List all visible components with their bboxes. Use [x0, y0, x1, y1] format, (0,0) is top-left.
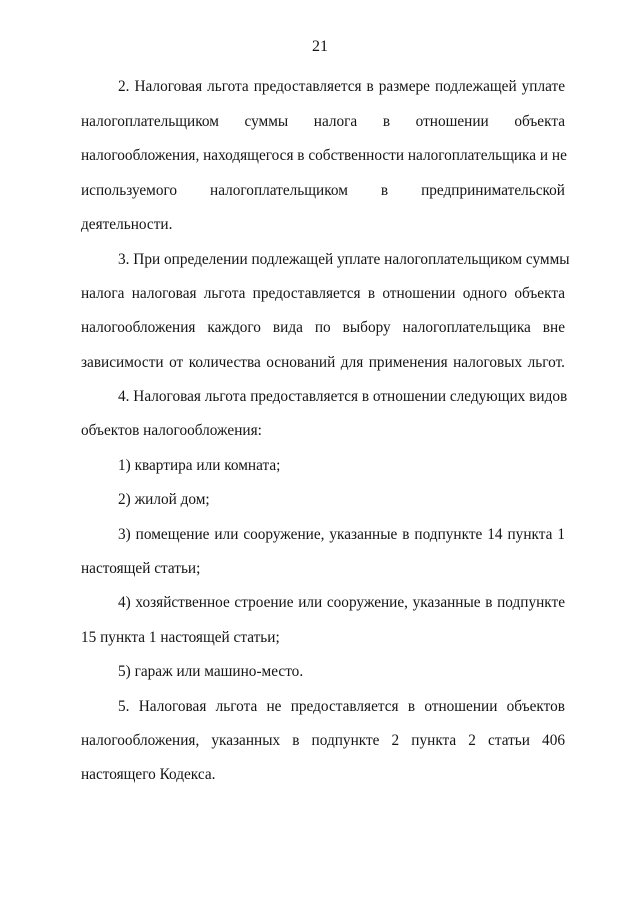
- list-item-4-line-2: 15 пункта 1 настоящей статьи;: [81, 629, 280, 646]
- paragraph-4-line-2: объектов налогообложения:: [81, 422, 262, 439]
- list-item-3-line-2: настоящей статьи;: [81, 560, 201, 577]
- list-item-4-line-1: 4) хозяйственное строение или сооружение, указанные в подпункте: [118, 594, 565, 611]
- paragraph-4-line-1: 4. Налоговая льгота предоставляется в отношении следующих видов: [118, 388, 568, 405]
- paragraph-3-line-4: зависимости от количества оснований для применения налоговых льгот.: [81, 354, 565, 371]
- list-item-2: 2) жилой дом;: [118, 491, 210, 508]
- paragraph-3-line-1: 3. При определении подлежащей уплате налогоплательщиком суммы: [118, 251, 570, 268]
- paragraph-5-line-2: налогообложения, указанных в подпункте 2 пункта 2 статьи 406: [81, 732, 565, 749]
- paragraph-2-line-5: деятельности.: [81, 216, 173, 233]
- list-item-5: 5) гараж или машино-место.: [118, 663, 304, 680]
- list-item-1: 1) квартира или комната;: [118, 457, 281, 474]
- paragraph-2-line-3: налогообложения, находящегося в собственности налогоплательщика и не: [81, 147, 567, 164]
- paragraph-2-line-4: используемого налогоплательщиком в предпринимательской: [81, 182, 565, 199]
- paragraph-5-line-3: настоящего Кодекса.: [81, 766, 216, 783]
- paragraph-2-line-2: налогоплательщиком суммы налога в отношении объекта: [81, 113, 565, 130]
- paragraph-3-line-2: налога налоговая льгота предоставляется в отношении одного объекта: [81, 285, 565, 302]
- list-item-3-line-1: 3) помещение или сооружение, указанные в подпункте 14 пункта 1: [118, 526, 565, 543]
- page-number: 21: [312, 38, 328, 55]
- paragraph-2-line-1: 2. Налоговая льгота предоставляется в размере подлежащей уплате: [118, 78, 565, 95]
- paragraph-3-line-3: налогообложения каждого вида по выбору налогоплательщика вне: [81, 319, 565, 336]
- paragraph-5-line-1: 5. Налоговая льгота не предоставляется в отношении объектов: [118, 698, 565, 715]
